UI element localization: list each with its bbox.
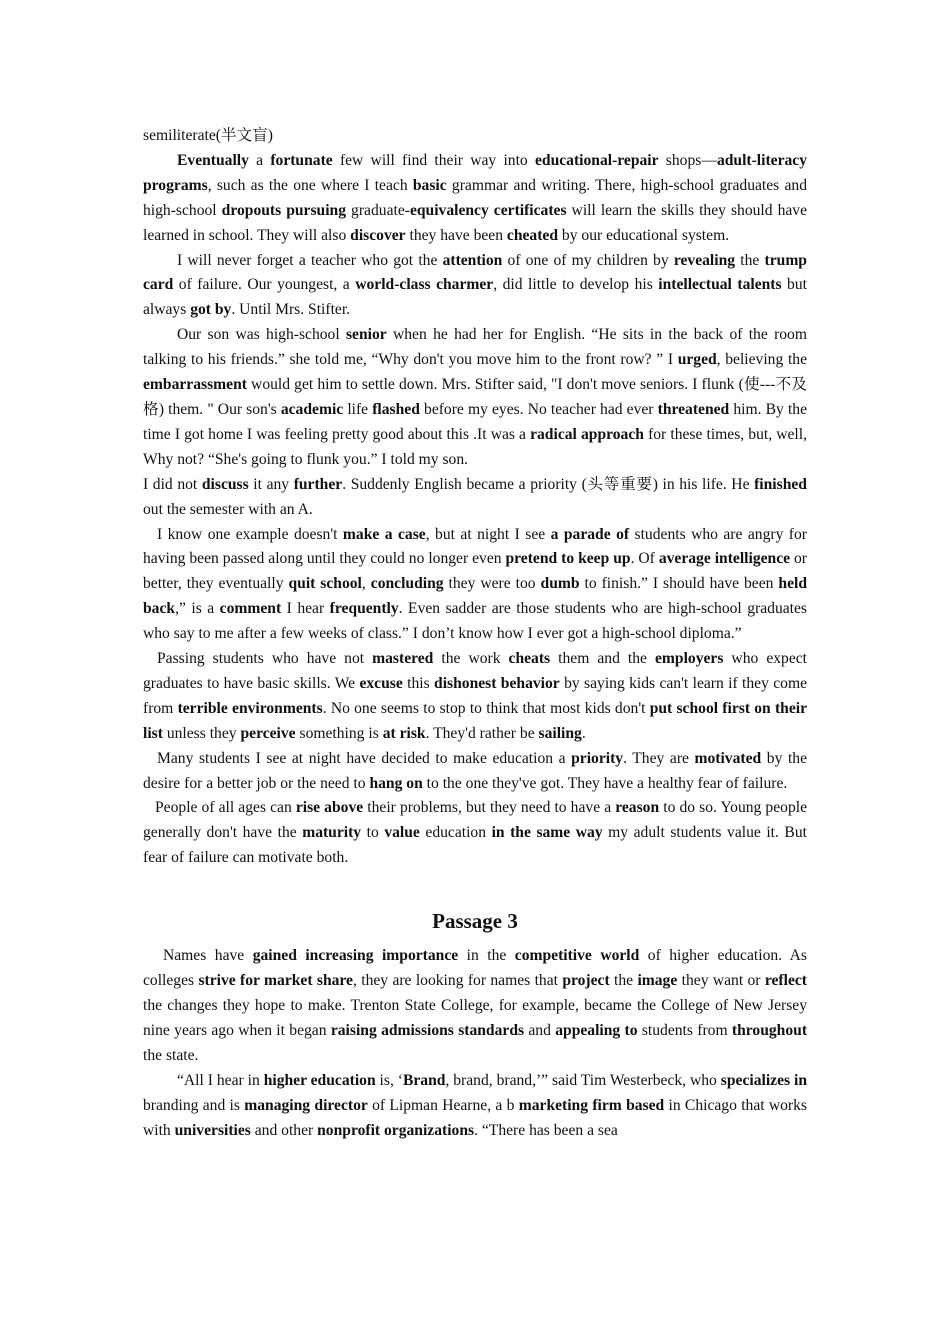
text-run: out the semester with an A. <box>143 500 313 518</box>
key-term: perceive <box>240 724 296 742</box>
key-term: discuss <box>201 475 249 493</box>
key-term: attention <box>442 251 503 269</box>
paragraph <box>143 1069 807 1144</box>
key-term: project <box>562 972 610 990</box>
key-term: hang on <box>369 774 423 792</box>
text-run: grammar and writing. There, high-school graduates and high-school <box>143 176 807 219</box>
text-run: students from <box>637 1021 732 1039</box>
text-run: . <box>581 724 586 742</box>
key-term: excuse <box>359 674 403 692</box>
text-run: by our educational system. <box>558 226 730 244</box>
text-run: they were too <box>443 575 541 593</box>
key-term: Eventually <box>177 151 249 169</box>
text-run: they have been <box>405 226 507 244</box>
key-term: revealing <box>673 251 736 269</box>
text-run: , but at night I see <box>425 525 551 543</box>
text-run: something is <box>295 724 383 742</box>
text-run: few will find their way into <box>332 151 535 169</box>
text-run: to the one they've got. They have a healthy fear of failure. <box>422 774 788 792</box>
text-run: “All I hear in <box>177 1071 264 1089</box>
text-run: . Suddenly English became a priority (头等重要) in his life. He <box>342 475 755 493</box>
key-term: trump card <box>143 251 807 294</box>
text-run: would get him to settle down. Mrs. Stifter said, "I don't move seniors. I flunk (使---不及格) them. " Our son's <box>143 376 807 418</box>
text-run: Many students I see at night have decided to make education a <box>157 749 572 767</box>
key-term: frequently <box>329 600 399 618</box>
text-run: graduate- <box>346 201 410 219</box>
text-run: by saying kids can't learn if they come from <box>143 674 808 717</box>
text-run: , did little to develop his <box>493 276 659 294</box>
text-run: is, ‘ <box>375 1071 403 1089</box>
text-run: . They are <box>623 749 695 767</box>
key-term: cheated <box>506 226 559 244</box>
text-run: and other <box>250 1121 318 1139</box>
key-term: employers <box>654 650 724 668</box>
text-run: my adult students value it. But fear of failure can motivate both. <box>143 824 807 867</box>
key-term: dropouts pursuing <box>221 201 347 219</box>
text-run: unless they <box>162 724 241 742</box>
text-run: , <box>361 575 371 593</box>
key-term: quit school <box>288 575 362 593</box>
text-run: , they are looking for names that <box>352 972 563 990</box>
text-run: shops— <box>658 151 717 169</box>
key-term: radical approach <box>530 425 644 443</box>
text-run: , brand, brand,’” said Tim Westerbeck, who <box>445 1071 721 1089</box>
key-term: pretend to keep up <box>505 550 631 568</box>
key-term: average intelligence <box>658 550 791 568</box>
key-term: dishonest behavior <box>434 674 560 692</box>
paragraph <box>143 944 807 1069</box>
key-term: Brand <box>402 1071 446 1089</box>
key-term: flashed <box>372 400 420 418</box>
key-term: held back <box>143 575 808 618</box>
passage-3-body <box>143 944 807 1143</box>
key-term: world-class charmer <box>355 276 494 294</box>
paragraph <box>143 473 807 523</box>
key-term: embarrassment <box>143 376 247 394</box>
text-run: to <box>361 824 385 842</box>
text-run: him. By the time I got home I was feeling pretty good about this .It was a <box>143 400 807 443</box>
text-run: will learn the skills they should have learned in school. They will also <box>143 201 808 244</box>
text-run: of failure. Our youngest, a <box>173 276 356 294</box>
text-run: I did not <box>143 475 202 493</box>
text-run: the <box>609 972 638 990</box>
key-term: raising admissions standards <box>330 1021 525 1039</box>
key-term: academic <box>280 400 344 418</box>
text-run: the <box>735 251 765 269</box>
text-run: to do so. Young people generally don't have the <box>143 799 807 842</box>
key-term: reason <box>615 799 660 817</box>
text-run: by the desire for a better job or the need to <box>143 749 807 792</box>
key-term: throughout <box>731 1021 808 1039</box>
paragraph <box>143 149 807 249</box>
text-run: , believing the <box>716 351 807 369</box>
text-run: life <box>343 400 373 418</box>
text-run: for these times, but, well, Why not? “She's going to flunk you.” I told my son. <box>143 425 807 468</box>
key-term: in the same way <box>491 824 603 842</box>
text-run: before my eyes. No teacher had ever <box>419 400 658 418</box>
paragraph <box>143 747 807 797</box>
passage-2-body <box>143 124 807 871</box>
text-run: semiliterate(半文盲) <box>143 127 273 144</box>
text-run: who expect graduates to have basic skills. We <box>143 650 808 692</box>
key-term: priority <box>571 749 624 767</box>
key-term: got by <box>190 301 232 319</box>
text-run: of Lipman Hearne, a b <box>367 1096 519 1114</box>
text-run: to finish.” I should have been <box>579 575 779 593</box>
key-term: sailing <box>538 724 582 742</box>
text-run: . “There has been a sea <box>474 1121 618 1139</box>
paragraph <box>143 124 807 149</box>
text-run: this <box>402 674 435 692</box>
text-run: students who are angry for having been passed along until they could no longer even <box>143 525 807 568</box>
key-term: make a case <box>342 525 426 543</box>
key-term: appealing to <box>555 1021 638 1039</box>
key-term: put school first on their list <box>143 699 808 742</box>
text-run: I know one example doesn't <box>157 525 343 543</box>
text-run: . Even sadder are those students who are high-school graduates who say to me after a few weeks of class.” I don’t know how I ever got a high-school diploma.” <box>143 600 807 643</box>
key-term: basic <box>412 176 447 194</box>
key-term: threatened <box>657 400 730 418</box>
text-run: , such as the one where I teach <box>207 176 413 194</box>
key-term: educational-repair <box>534 151 659 169</box>
key-term: motivated <box>694 749 762 767</box>
key-term: finished <box>754 475 807 493</box>
text-run: People of all ages can <box>155 799 296 817</box>
key-term: marketing firm based <box>518 1096 665 1114</box>
key-term: concluding <box>370 575 444 593</box>
key-term: cheats <box>508 650 551 668</box>
key-term: image <box>637 972 678 990</box>
key-term: managing director <box>244 1096 368 1114</box>
key-term: urged <box>677 351 717 369</box>
text-run: the state. <box>143 1046 199 1064</box>
text-run: Passing students who have not <box>157 650 373 668</box>
text-run: of higher education. As colleges <box>143 947 807 990</box>
text-run: Our son was high-school <box>177 326 346 344</box>
text-run: branding and is <box>143 1096 245 1114</box>
key-term: senior <box>345 326 387 344</box>
key-term: adult-literacy programs <box>143 151 808 194</box>
key-term: equivalency certificates <box>409 201 567 219</box>
key-term: higher education <box>263 1071 376 1089</box>
key-term: nonprofit organizations <box>317 1121 475 1139</box>
text-run: ,” is a <box>175 600 220 618</box>
text-run: in the <box>458 947 515 965</box>
key-term: strive for market share <box>198 972 353 990</box>
text-run: when he had her for English. “He sits in the back of the room talking to his friends.” she told me, “Why don't you move him to the front row? ” I <box>143 326 807 369</box>
key-term: comment <box>219 600 282 618</box>
key-term: maturity <box>302 824 362 842</box>
text-run: but always <box>143 276 807 319</box>
document-page <box>143 124 807 1143</box>
text-run: or better, they eventually <box>143 550 807 593</box>
text-run: them and the <box>550 650 655 668</box>
key-term: further <box>293 475 343 493</box>
passage-heading: Passage 3 <box>432 909 518 934</box>
paragraph <box>143 249 807 324</box>
text-run: in Chicago that works with <box>143 1096 807 1139</box>
text-run: . No one seems to stop to think that most kids don't <box>322 699 650 717</box>
text-run: it any <box>248 475 294 493</box>
text-run: of one of my children by <box>502 251 674 269</box>
key-term: mastered <box>372 650 434 668</box>
text-run: . Of <box>630 550 659 568</box>
key-term: reflect <box>764 972 807 990</box>
paragraph <box>143 523 807 648</box>
paragraph <box>143 323 807 472</box>
text-run: education <box>419 824 492 842</box>
key-term: terrible environments <box>177 699 323 717</box>
text-run: . They'd rather be <box>425 724 539 742</box>
text-run: the work <box>433 650 509 668</box>
paragraph <box>143 647 807 747</box>
key-term: at risk <box>382 724 426 742</box>
text-run: their problems, but they need to have a <box>363 799 616 817</box>
key-term: discover <box>350 226 406 244</box>
text-run: a <box>248 151 271 169</box>
key-term: value <box>384 824 420 842</box>
key-term: universities <box>174 1121 251 1139</box>
key-term: competitive world <box>514 947 640 965</box>
key-term: a parade of <box>550 525 630 543</box>
key-term: fortunate <box>270 151 333 169</box>
key-term: dumb <box>540 575 580 593</box>
paragraph <box>143 796 807 871</box>
key-term: rise above <box>295 799 364 817</box>
key-term: specializes in <box>720 1071 807 1089</box>
text-run: . Until Mrs. Stifter. <box>231 301 351 319</box>
text-run: Names have <box>163 947 253 965</box>
text-run: I will never forget a teacher who got the <box>177 251 443 269</box>
text-run: the changes they hope to make. Trenton State College, for example, became the College of New Jersey nine years ago when it began <box>143 997 807 1039</box>
text-run: they want or <box>677 972 765 990</box>
text-run: I hear <box>281 600 330 618</box>
key-term: intellectual talents <box>658 276 782 294</box>
key-term: gained increasing importance <box>252 947 459 965</box>
text-run: and <box>524 1021 556 1039</box>
